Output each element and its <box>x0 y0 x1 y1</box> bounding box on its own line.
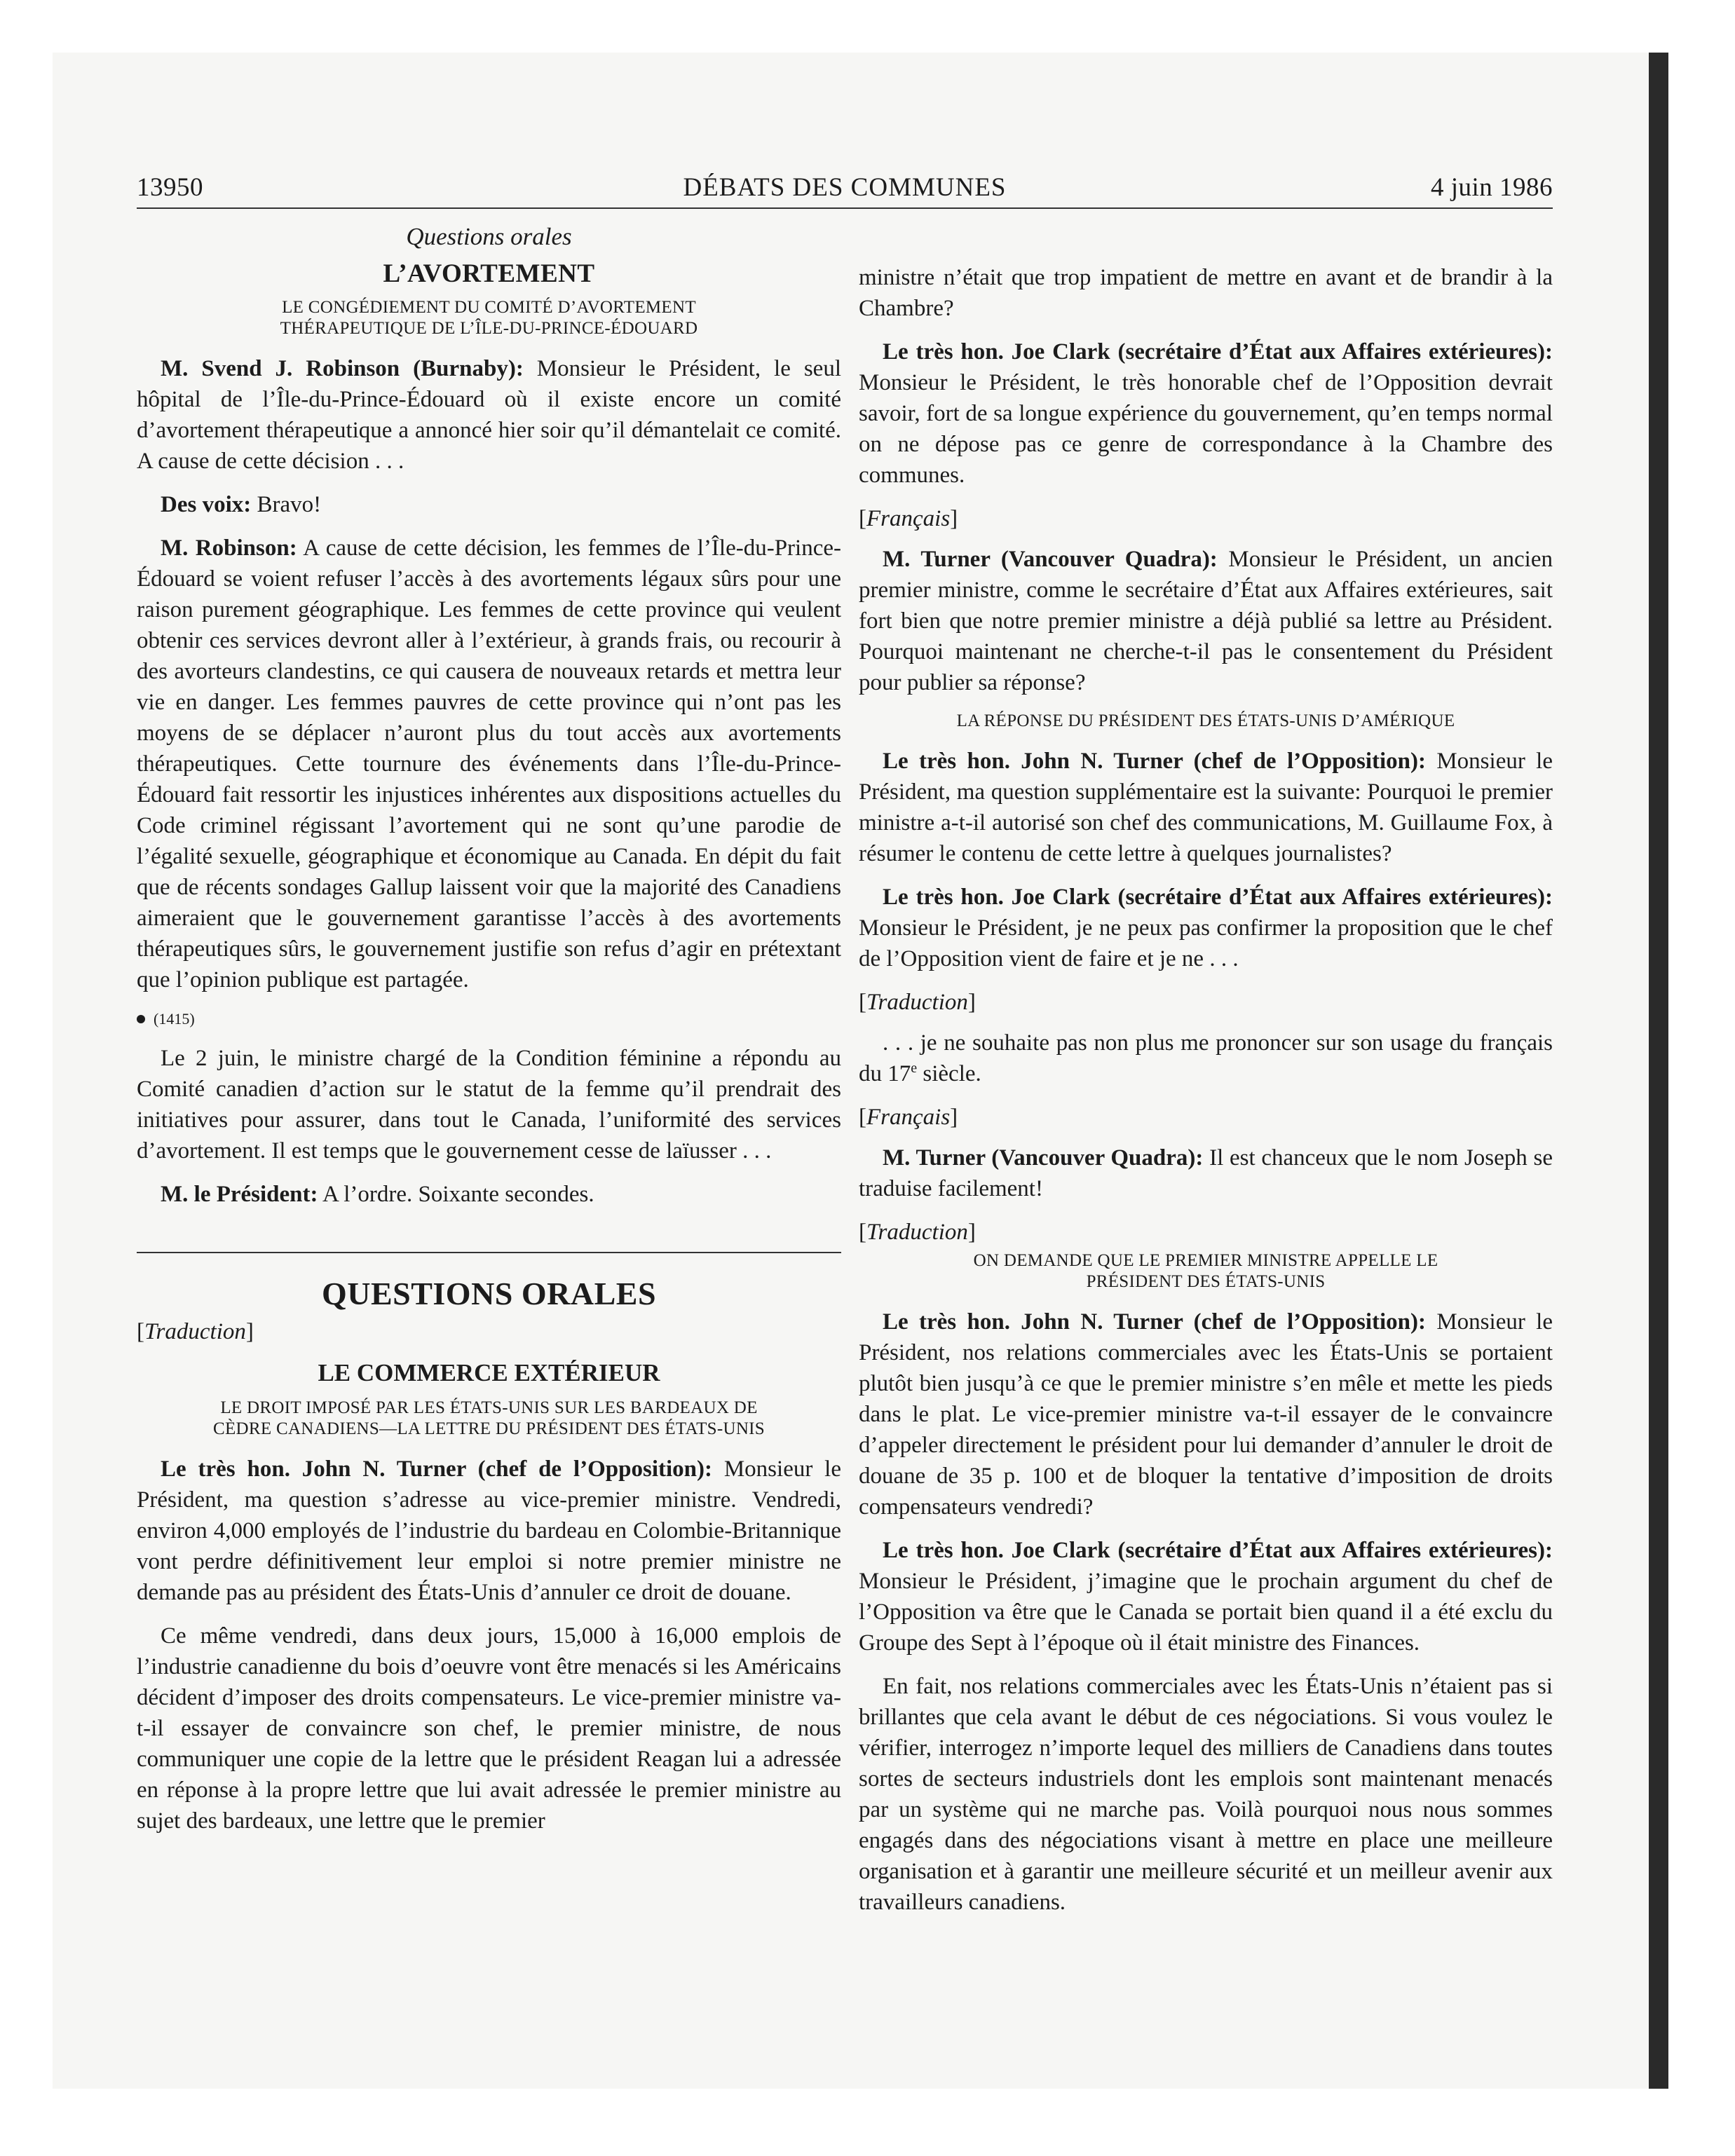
speech-paragraph <box>137 1454 841 1608</box>
subtopic-line: CÈDRE CANADIENS—LA LETTRE DU PRÉSIDENT DES ÉTATS-UNIS <box>212 1419 766 1438</box>
speaker-name: Le très hon. John N. Turner (chef de l’Opposition): <box>883 749 1426 774</box>
speaker-name: M. Turner (Vancouver Quadra): <box>883 1145 1204 1171</box>
speech-paragraph <box>137 489 841 520</box>
speaker-name: M. le Président: <box>161 1182 318 1207</box>
speech-text: Monsieur le Président, le très honorable chef de l’Opposition devrait savoir, fort de sa longue expérience du gouvernement, qu’en temps normal on ne dépose pas ce genre de correspondance à la Chambre des communes. <box>859 370 1553 488</box>
subtopic-line: PRÉSIDENT DES ÉTATS-UNIS <box>1086 1272 1326 1291</box>
speech-text: Monsieur le Président, ma question s’adresse au vice-premier ministre. Vendredi, environ 4,000 employés de l’industrie du bardeau en Colombie-Britannique vont perdre définitivement leur emploi si notre premier ministre ne demande pas au président des États-Unis d’annuler ce droit de douane. <box>137 1456 842 1605</box>
subtopic-line: LE CONGÉDIEMENT DU COMITÉ D’AVORTEMENT <box>282 298 696 317</box>
speaker-name: Le très hon. John N. Turner (chef de l’Opposition): <box>883 1309 1426 1335</box>
subtopic-heading-abortion <box>137 297 841 339</box>
speech-paragraph <box>859 1535 1553 1658</box>
page-number: 13950 <box>137 173 203 202</box>
speaker-name: Des voix: <box>161 492 252 517</box>
section-rule <box>137 1252 841 1253</box>
speaker-name: Le très hon. John N. Turner (chef de l’Opposition): <box>161 1456 712 1482</box>
speaker-name: M. Turner (Vancouver Quadra): <box>883 547 1218 572</box>
subtopic-line: THÉRAPEUTIQUE DE L’ÎLE-DU-PRINCE-ÉDOUARD <box>280 319 698 338</box>
subtopic-line: LE DROIT IMPOSÉ PAR LES ÉTATS-UNIS SUR LES BARDEAUX DE <box>220 1398 758 1417</box>
speaker-name: Le très hon. Joe Clark (secrétaire d’État aux Affaires extérieures): <box>883 339 1553 364</box>
speech-text: Monsieur le Président, je ne peux pas confirmer la proposition que le chef de l’Opposition vient de faire et je ne . . . <box>859 915 1553 971</box>
speaker-name: M. Svend J. Robinson (Burnaby): <box>161 356 524 381</box>
language-label-text: Français <box>866 506 951 531</box>
speech-paragraph: Ce même vendredi, dans deux jours, 15,000 à 16,000 emplois de l’industrie canadienne du bois d’oeuvre vont être menacés si les Américains décident d’imposer des droits compensateurs. Le vice-premier ministre va-t-il essayer de convaincre son chef, le premier ministre, de nous communiquer une copie de la lettre que le président Reagan lui a adressée en réponse à la propre lettre que lui avait adressée le premier ministre au sujet des bardeaux, une lettre que le premier <box>137 1623 841 1834</box>
speech-paragraph: Le 2 juin, le ministre chargé de la Condition féminine a répondu au Comité canadien d’action sur le statut de la femme qu’il prendrait des initiatives pour assurer, dans tout le Canada, l’uniformité des services d’avortement. Il est temps que le gouvernement cesse de laïusser . . . <box>137 1046 841 1164</box>
speech-paragraph <box>859 544 1553 698</box>
speech-paragraph <box>859 336 1553 491</box>
subtopic-heading-shakes <box>137 1398 841 1440</box>
issue-date: 4 juin 1986 <box>1430 173 1553 202</box>
time-marker <box>137 1008 841 1030</box>
language-label-text: Traduction <box>866 1220 968 1245</box>
speech-paragraph <box>859 1306 1553 1522</box>
speech-text: Monsieur le Président, nos relations commerciales avec les États-Unis se portaient plutôt bien jusqu’à ce que le premier ministre s’en mêle et mette les pieds dans le plat. Le vice-premier ministre va-t-il essayer de le convaincre d’appeler directement le président pour lui demander d’annuler le droit de douane de 35 p. 100 et de bloquer la tentative d’imposition de droits compensateurs vendredi? <box>859 1309 1553 1520</box>
subtopic-line: ON DEMANDE QUE LE PREMIER MINISTRE APPELLE LE <box>973 1251 1438 1270</box>
right-column <box>859 262 1553 1930</box>
speech-text: . . . je ne souhaite pas non plus me prononcer sur son usage du français du 17 <box>859 1030 1553 1086</box>
superscript: e <box>911 1060 918 1076</box>
language-label: [Traduction] <box>859 990 976 1015</box>
speech-paragraph <box>859 1028 1553 1089</box>
language-label: [Traduction] <box>137 1319 254 1344</box>
language-label: [Traduction] <box>859 1220 976 1245</box>
speech-paragraph <box>859 746 1553 869</box>
speech-text: A cause de cette décision, les femmes de l’Île-du-Prince-Édouard se voient refuser l’accès à des avortements légaux sûrs pour une raison purement géographique. Les femmes de cette province qui veulent obtenir ces services devront aller à l’extérieur, à grands frais, ou recourir à des avorteurs clandestins, ce qui causera de nouveaux retards et mettra leur vie en danger. Les femmes pauvres de cette province qui n’ont pas les moyens de se déplacer n’auront plus du tout accès aux avortements thérapeutiques. Cette tournure des événements dans l’Île-du-Prince-Édouard fait ressortir les injustices inhérentes aux dispositions actuelles du Code criminel régissant l’avortement qui ne sont qu’une parodie de l’égalité sexuelle, géographique et économique au Canada. En dépit du fait que de récents sondages Gallup laissent voir que la majorité des Canadiens aimeraient que le gouvernement garantisse l’accès à des avortements thérapeutiques sûrs, le gouvernement justifie son refus d’agir en prétextant que l’opinion publique est partagée. <box>137 535 841 992</box>
speech-paragraph <box>859 1142 1553 1204</box>
speech-paragraph <box>137 353 841 477</box>
bullet-dot-icon <box>137 1015 145 1023</box>
major-heading: QUESTIONS ORALES <box>321 1276 657 1311</box>
speech-paragraph-continued: ministre n’était que trop impatient de mettre en avant et de brandir à la Chambre? <box>859 265 1553 321</box>
page-header <box>137 168 1553 207</box>
speech-paragraph: En fait, nos relations commerciales avec les États-Unis n’étaient pas si brillantes que cela avant le début de ces négociations. Si vous voulez le vérifier, interrogez n’importe lequel des milliers de Canadiens dans toutes sortes de secteurs industriels dont les emplois sont maintenant menacés par un système qui ne marche pas. Voilà pourquoi nous nous sommes engagés dans des négociations visant à mettre en place une meilleure organisation et à garantir une meilleure sécurité et un meilleur avenir aux travailleurs canadiens. <box>859 1674 1553 1915</box>
language-label-text: Français <box>866 1105 951 1130</box>
language-label-text: Traduction <box>144 1319 246 1344</box>
speech-paragraph <box>137 533 841 995</box>
speech-text: A l’ordre. Soixante secondes. <box>318 1182 594 1207</box>
header-rule <box>137 207 1553 209</box>
speech-text: Monsieur le Président, un ancien premier ministre, comme le secrétaire d’État aux Affaires extérieures, sait fort bien que notre premier ministre a déjà publié sa lettre au Président. Pourquoi maintenant ne cherche-t-il pas le consentement du Président pour publier sa réponse? <box>859 547 1553 695</box>
subtopic-heading-call-president <box>859 1250 1553 1292</box>
publication-title: DÉBATS DES COMMUNES <box>683 173 1007 202</box>
speaker-name: Le très hon. Joe Clark (secrétaire d’État aux Affaires extérieures): <box>883 885 1553 910</box>
speech-text: Monsieur le Président, le seul hôpital de l’Île-du-Prince-Édouard où il existe encore un comité d’avortement thérapeutique a annoncé hier soir qu’il démantelait ce comité. A cause de cette décision . . . <box>137 356 841 474</box>
speech-paragraph <box>859 882 1553 974</box>
speech-text: Il est chanceux que le nom Joseph se traduise facilement! <box>859 1145 1553 1201</box>
time-marker-label: (1415) <box>154 1010 195 1028</box>
speaker-name: Le très hon. Joe Clark (secrétaire d’État aux Affaires extérieures): <box>883 1538 1553 1563</box>
subtopic-heading-us-reply: LA RÉPONSE DU PRÉSIDENT DES ÉTATS-UNIS D’AMÉRIQUE <box>956 711 1455 730</box>
speech-text: Monsieur le Président, ma question supplémentaire est la suivante: Pourquoi le premier ministre a-t-il autorisé son chef des communications, M. Guillaume Fox, à résumer le contenu de cette lettre à quelques journalistes? <box>859 749 1553 866</box>
topic-heading-abortion: L’AVORTEMENT <box>383 259 595 288</box>
topic-heading-trade: LE COMMERCE EXTÉRIEUR <box>318 1359 660 1386</box>
language-label: [Français] <box>859 506 958 531</box>
speaker-name: M. Robinson: <box>161 535 297 561</box>
speech-text: siècle. <box>917 1061 981 1086</box>
language-label: [Français] <box>859 1105 958 1130</box>
speech-paragraph <box>137 1179 841 1210</box>
speech-text: Bravo! <box>251 492 322 517</box>
language-label-text: Traduction <box>866 990 968 1015</box>
speech-text: Monsieur le Président, j’imagine que le prochain argument du chef de l’Opposition va être que le Canada se portait bien quand il a été exclu du Groupe des Sept à l’époque où il était ministre des Finances. <box>859 1569 1553 1656</box>
scan-binding-edge <box>1649 53 1668 2089</box>
left-column <box>137 221 841 1849</box>
running-section-title: Questions orales <box>406 223 572 250</box>
